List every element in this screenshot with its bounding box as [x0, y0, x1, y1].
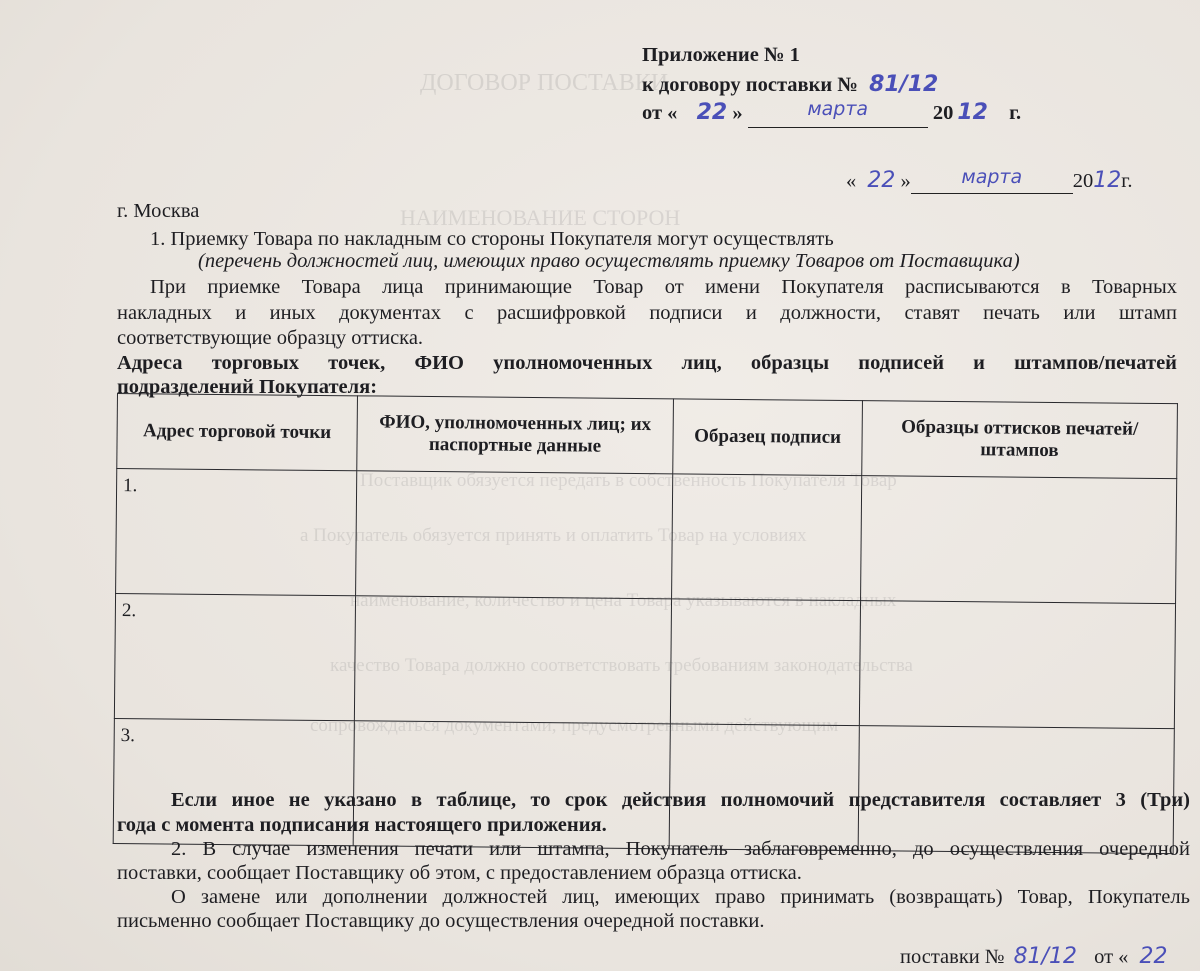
cut-contract-prefix: поставки №	[900, 946, 1005, 968]
section-2-line-1: 2. В случае изменения печати или штампа, Покупатель заблаговременно, до осуществления очередной	[171, 838, 1190, 860]
year-unit: г.	[1009, 102, 1022, 124]
contract-prefix: к договору поставки №	[642, 74, 858, 96]
section-1-para-line-1: При приемке Товара лица принимающие Товар от имени Покупателя расписываются в Товарных	[150, 276, 1177, 298]
section-1-note: (перечень должностей лиц, имеющих право осуществлять приемку Товаров от Поставщика)	[198, 250, 1020, 272]
table-cell	[670, 599, 860, 726]
appendix-title: Приложение № 1	[642, 44, 800, 66]
col-header-signature: Образец подписи	[673, 399, 863, 476]
date-from-label: от «	[642, 102, 678, 124]
handwritten-year: 12	[957, 100, 988, 125]
section-1-para-line-3: соответствующие образцу оттиска.	[117, 327, 424, 349]
col-header-address: Адрес торговой точки	[117, 394, 358, 471]
table-cell	[861, 476, 1177, 604]
table-header-row	[117, 394, 1178, 479]
quote-close-2: »	[900, 170, 911, 192]
quote-close: »	[732, 102, 743, 124]
month-field-2	[911, 166, 1073, 194]
city: г. Москва	[117, 200, 200, 222]
table-cell	[354, 596, 671, 724]
contract-reference	[642, 72, 969, 98]
cut-off-reference	[900, 944, 1168, 969]
handwritten-day-3: 22	[1139, 944, 1168, 969]
scanned-page: ДОГОВОР ПОСТАВКИ НАИМЕНОВАНИЕ СТОРОН Поставщик обязуется передать в собственность Покупателя Товар а Покупатель обязуется принять и оплатить Товар на условиях наименование, количество и цена Товара указываются в накладных качество Товара должно соответствовать требованиям законодательства сопровождаться документами, предусмотренными действующим Приложение № 1 к договору поставки № 81/12 от « 22 » марта 20 12 г. « 22 » марта 2012г. г. Москва 1. Приемку Товара по накладным со стороны Покупателя могут осуществлять (перечень должностей лиц, имеющих право осуществлять приемку Товаров от Поставщика) При приемке Товара лица принимающие Товар от имени Покупателя расписываются в Товарных накладных и иных документах с расшифровкой подписи и должности, ставят печать или штамп соответствующие образцу оттиска. Адреса торговых точек, ФИО уполномоченных лиц, образцы подписей и штампов/печатей подразделений Покупателя: Адрес торговой точки ФИО, уполномоченных лиц; их паспортные данные Образец подписи Образцы оттисков печатей/штампов 1. 2. 3. Если иное не указано в таблице, то срок действия полномочий представителя составляет 3 (Три) года с момента подписания настоящего приложения. 2. В случае изменения печати или штампа, Покупатель заблаговременно, до осуществления очередной поставки, сообщает Поставщику об этом, с предоставлением образца оттиска. О замене или дополнении должностей лиц, имеющих право принимать (возвращать) Товар, Покупатель письменно сообщает Поставщику до осуществления очередной поставки. поставки № 81/12 от « 22	[0, 0, 1200, 971]
month-field	[748, 98, 928, 128]
quote-open: «	[846, 170, 857, 192]
handwritten-month: марта	[807, 98, 869, 120]
handwritten-day-2: 22	[867, 168, 896, 193]
handwritten-contract-number: 81/12	[869, 72, 939, 97]
year-prefix-2: 20	[1072, 170, 1094, 192]
document-date	[846, 168, 1132, 194]
table-cell	[672, 474, 862, 601]
handwritten-year-2: 12	[1093, 168, 1122, 193]
section-2-line-4: письменно сообщает Поставщику до осуществления очередной поставки.	[117, 910, 765, 932]
authorized-persons-table	[113, 393, 1178, 854]
table-cell	[669, 724, 859, 851]
col-header-stamps: Образцы оттисков печатей/штампов	[862, 401, 1178, 479]
authority-term-line-1: Если иное не указано в таблице, то срок действия полномочий представителя составляет 3 (Три)	[171, 789, 1190, 811]
contract-date	[642, 100, 1021, 126]
year-prefix: 20	[932, 102, 954, 124]
table-row	[116, 469, 1177, 604]
row-number: 3.	[113, 718, 354, 845]
authority-term-line-2: года с момента подписания настоящего приложения.	[117, 814, 607, 836]
section-2-line-2: поставки, сообщает Поставщику об этом, с предоставлением образца оттиска.	[117, 862, 802, 884]
handwritten-contract-number-2: 81/12	[1013, 944, 1077, 969]
row-number: 2.	[114, 593, 355, 720]
handwritten-day: 22	[696, 100, 728, 125]
table-row	[114, 593, 1175, 728]
col-header-names: ФИО, уполномоченных лиц; их паспортные данные	[357, 396, 674, 474]
year-unit-2: г.	[1121, 170, 1133, 192]
section-1-para-line-2: накладных и иных документах с расшифровкой подписи и должности, ставят печать или штамп	[117, 302, 1177, 324]
handwritten-month-2: марта	[961, 166, 1023, 188]
table-cell	[859, 601, 1175, 729]
addresses-heading-line-2: подразделений Покупателя:	[117, 376, 378, 398]
section-2-line-3: О замене или дополнении должностей лиц, имеющих право принимать (возвращать) Товар, Покупатель	[171, 886, 1190, 908]
row-number: 1.	[116, 469, 357, 596]
table-cell	[356, 471, 673, 599]
section-1-intro: 1. Приемку Товара по накладным со стороны Покупателя могут осуществлять	[150, 228, 834, 250]
addresses-heading-line-1: Адреса торговых точек, ФИО уполномоченных лиц, образцы подписей и штампов/печатей	[117, 352, 1177, 374]
cut-from-label: от «	[1094, 946, 1129, 968]
